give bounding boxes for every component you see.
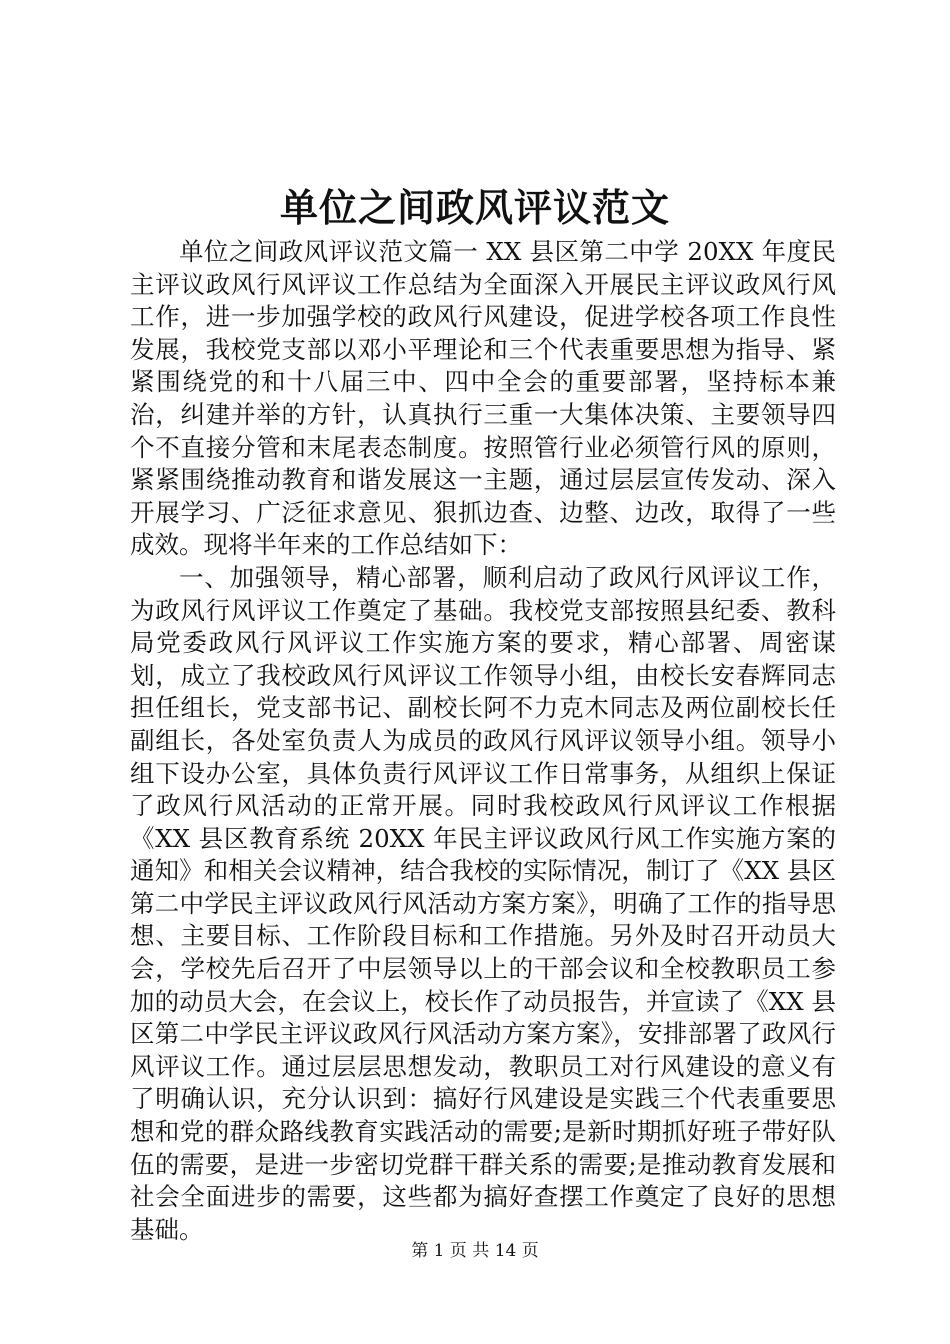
- paragraph-1: 单位之间政风评议范文篇一 XX 县区第二中学 20XX 年度民主评议政风行风评议工作总结为全面深入开展民主评议政风行风工作，进一步加强学校的政风行风建设，促进学校各项工作良性发展，我校党支部以邓小平理论和三个代表重要思想为指导、紧紧围绕党的和十八届三中、四中全会的重要部署，坚持标本兼治，纠建并举的方针，认真执行三重一大集体决策、主要领导四个不直接分管和末尾表态制度。按照管行业必须管行风的原则，紧紧围绕推动教育和谐发展这一主题，通过层层宣传发动、深入开展学习、广泛征求意见、狠抓边查、边整、边改，取得了一些成效。现将半年来的工作总结如下：: [130, 237, 836, 560]
- page-footer: 第 1 页 共 14 页: [411, 1241, 539, 1261]
- paragraph-2: 一、加强领导，精心部署，顺利启动了政风行风评议工作，为政风行风评议工作奠定了基础。我校党支部按照县纪委、教科局党委政风行风评议工作实施方案的要求，精心部署、周密谋划，成立了我校政风行风评议工作领导小组，由校长安春辉同志担任组长，党支部书记、副校长阿不力克木同志及两位副校长任副组长，各处室负责人为成员的政风行风评议领导小组。领导小组下设办公室，具体负责行风评议工作日常事务，从组织上保证了政风行风活动的正常开展。同时我校政风行风评议工作根据《XX 县区教育系统 20XX 年民主评议政风行风工作实施方案的通知》和相关会议精神，结合我校的实际情况，制订了《XX 县区第二中学民主评议政风行风活动方案方案》，明确了工作的指导思想、主要目标、工作阶段目标和工作措施。另外及时召开动员大会，学校先后召开了中层领导以上的干部会议和全校教职员工参加的动员大会，在会议上，校长作了动员报告，并宣读了《XX 县区第二中学民主评议政风行风活动方案方案》，安排部署了政风行风评议工作。通过层层思想发动，教职员工对行风建设的意义有了明确认识，充分认识到：搞好行风建设是实践三个代表重要思想和党的群众路线教育实践活动的需要;是新时期抓好班子带好队伍的需要，是进一步密切党群干群关系的需要;是推动教育发展和社会全面进步的需要，这些都为搞好查摆工作奠定了良好的思想基础。: [130, 562, 836, 1244]
- document-body: [130, 236, 836, 1246]
- document-title: 单位之间政风评议范文: [279, 185, 670, 230]
